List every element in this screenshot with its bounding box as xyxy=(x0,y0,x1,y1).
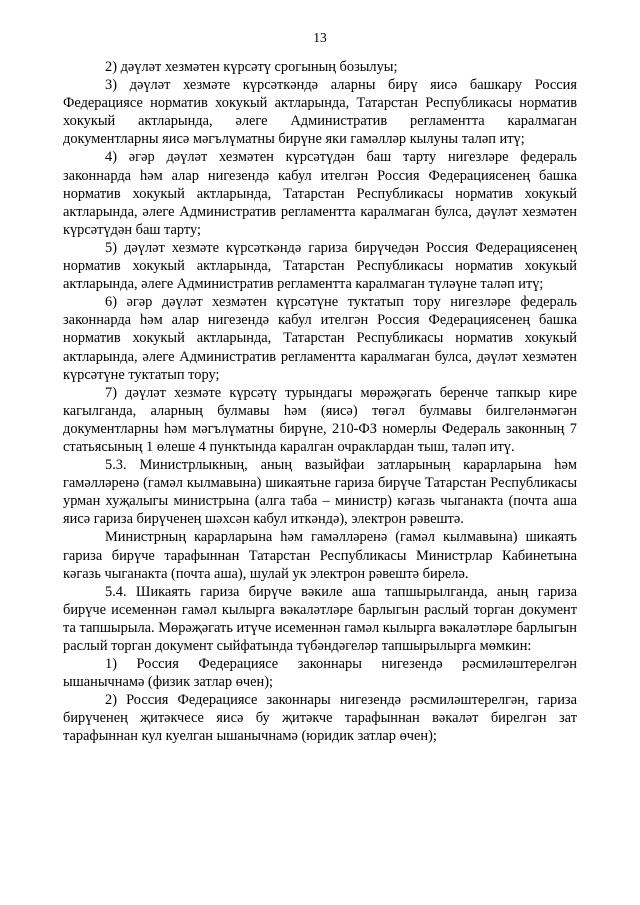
paragraph-item-4: 4) әгәр дәүләт хезмәтен күрсәтүдән баш тарту нигезләре федераль законнарда һәм алар нигезендә кабул ителгән Россия Федерациясенең башка норматив хокукый актларында, Татарстан Республикасы норматив хокукый актларында, әлеге Административ регламентта каралмаган булса, дәүләт хезмәтен күрсәтүдән баш тарту; xyxy=(63,149,577,238)
paragraph-section-5-4: 5.4. Шикаять гариза бирүче вәкиле аша тапшырылганда, аның гариза бирүче исеменнән гамәл кылырга вәкаләтләре барлыгын раслый торган документ та тапшырыла. Мөрәҗәгать итүче исеменнән гамәл кылырга вәкаләтләре барлыгын раслый торган документ сыйфатында түбәндәгеләр тапшырылырга мөмкин: xyxy=(63,583,577,654)
paragraph-sub-item-1: 1) Россия Федерациясе законнары нигезендә рәсмиләштерелгән ышанычнамә (физик затлар өчен); xyxy=(63,656,577,691)
document-body xyxy=(63,58,577,746)
paragraph-section-5-3: 5.3. Министрлыкның, аның вазыйфаи затларының карарларына һәм гамәлләренә (гамәл кылмавына) шикаятьне гариза бирүче Татарстан Республикасы урман хуҗалыгы министрына (алга таба – министр) кәгазь чыганакта (почта аша яисә гариза бирүченең шәхсән кабул иткәндә), электрон рәвештә. xyxy=(63,457,577,528)
paragraph-item-3: 3) дәүләт хезмәте күрсәткәндә аларны бирү яисә башкару Россия Федерациясе норматив хокукый актларында, Татарстан Республикасы норматив хокукый актларында, әлеге Административ регламентта каралмаган документларны яисә мәгълүматны бирүне яки гамәлләр кылуны таләп итү; xyxy=(63,77,577,148)
paragraph-item-6: 6) әгәр дәүләт хезмәтен күрсәтүне туктатып тору нигезләре федераль законнарда һәм алар нигезендә кабул ителгән Россия Федерациясенең башка норматив хокукый актларында, Татарстан Республикасы норматив хокукый актларында, әлеге Административ регламентта каралмаган булса, дәүләт хезмәтен күрсәтүне туктатып тору; xyxy=(63,294,577,383)
paragraph-item-2: 2) дәүләт хезмәтен күрсәтү срогының бозылуы; xyxy=(105,59,398,75)
paragraph-item-7: 7) дәүләт хезмәте күрсәтү турындагы мөрәҗәгать беренче тапкыр кире кагылганда, аларның булмавы һәм (яисә) төгәл булмавы билгеләнмәгән документларны һәм мәгълүматны бирүне, 210-ФЗ номерлы Федераль законның 7 статьясының 1 өлеше 4 пунктында каралган очраклардан тыш, таләп итү. xyxy=(63,384,577,455)
page-number: 13 xyxy=(313,30,327,45)
paragraph-item-5: 5) дәүләт хезмәте күрсәткәндә гариза бирүчедән Россия Федерациясенең норматив хокукый актларында, Татарстан Республикасы норматив хокукый актларында, әлеге Административ регламентта каралмаган түләүне таләп итү; xyxy=(63,239,577,293)
paragraph-sub-item-2: 2) Россия Федерациясе законнары нигезендә рәсмиләштерелгән, гариза бирүченең җитәкчесе яисә бу җитәкче тарафыннан вәкаләт бирелгән зат тарафыннан кул куелган ышанычнамә (юридик затлар өчен); xyxy=(63,692,577,745)
paragraph-minister-complaint: Министрның карарларына һәм гамәлләренә (гамәл кылмавына) шикаять гариза бирүче тарафыннан Татарстан Республикасы Министрлар Кабинетына кәгазь чыганакта (почта аша), шулай ук электрон рәвештә бирелә. xyxy=(63,529,577,582)
